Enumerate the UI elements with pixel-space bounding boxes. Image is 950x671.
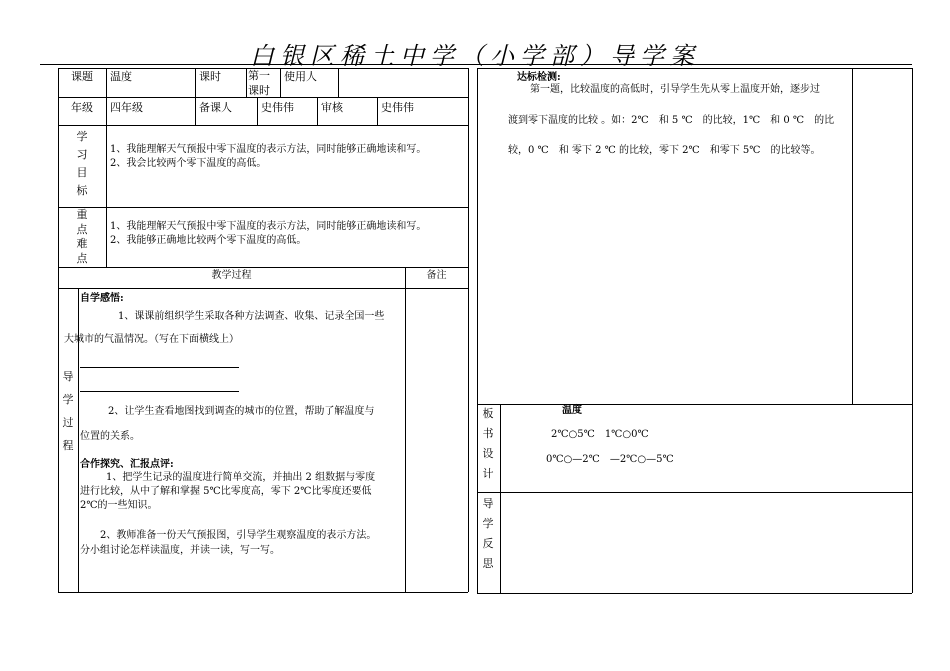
- preparer-label: 备课人: [199, 101, 232, 114]
- coop-text: 进行比较，从中了解和掌握 5℃比零度高，零下 2℃比零度还要低: [80, 486, 372, 497]
- board-label: 板书设计: [482, 407, 494, 480]
- left-table-border: [280, 68, 281, 97]
- right-table-border: [500, 404, 501, 593]
- left-table-border: [106, 68, 107, 267]
- board-heading: 温度: [562, 405, 582, 416]
- reviewer-value: 史伟伟: [381, 101, 414, 114]
- right-table-border: [477, 68, 478, 593]
- coop-text: 分小组讨论怎样读温度，并读一读，写一写。: [80, 545, 280, 556]
- process-side-label: 导学过程: [62, 370, 74, 452]
- preparer-value: 史伟伟: [261, 101, 294, 114]
- assessment-text: 较，0 ℃ 和 零下 2 ℃ 的比较，零下 2℃ 和零下 5℃ 的比较等。: [508, 145, 821, 156]
- left-table-border: [377, 97, 378, 125]
- coop-heading: 合作探究、汇报点评:: [80, 459, 174, 470]
- grade-label: 年级: [71, 101, 93, 114]
- goal-item: 2、我会比较两个零下温度的高低。: [110, 158, 267, 169]
- coop-text: 1、把学生记录的温度进行简单交流，并抽出 2 组数据与零度: [106, 472, 376, 483]
- right-table-border: [477, 68, 912, 69]
- period-label: 课时: [199, 70, 221, 83]
- answer-blank-line: [80, 367, 239, 368]
- left-table-border: [195, 68, 196, 125]
- left-table-border: [257, 97, 258, 125]
- left-table-border: [317, 97, 318, 125]
- topic-label: 课题: [71, 70, 93, 83]
- board-row: 2℃○5℃ 1℃○0℃: [551, 429, 649, 440]
- process-header: 教学过程: [211, 270, 252, 281]
- title-underline: [40, 64, 912, 65]
- goal-item: 1、我能理解天气预报中零下温度的表示方法，同时能够正确地读和写。: [110, 144, 427, 155]
- coop-text: 2、教师准备一份天气预报图，引导学生观察温度的表示方法。: [100, 530, 377, 541]
- self-study-heading: 自学感悟:: [80, 293, 124, 304]
- goals-label: 学习目标: [76, 130, 88, 197]
- coop-text: 2℃的一些知识。: [80, 500, 158, 511]
- right-table-border: [477, 593, 912, 594]
- self-study-text: 大城市的气温情况。（写在下面横线上）: [64, 334, 239, 345]
- user-label: 使用人: [284, 70, 317, 83]
- left-table-border: [246, 68, 247, 97]
- left-table-border: [58, 207, 468, 208]
- left-table-border: [405, 267, 406, 592]
- assessment-text: 第一题，比较温度的高低时，引导学生先从零上温度开始，逐步过: [530, 84, 820, 95]
- left-table-border: [58, 125, 468, 126]
- right-table-border: [477, 404, 912, 405]
- period-value: 第一课时: [248, 69, 270, 97]
- self-study-text: 2、让学生查看地图找到调查的城市的位置，帮助了解温度与: [108, 406, 375, 417]
- reflection-label: 导学反思: [482, 497, 494, 570]
- assessment-heading: 达标检测:: [517, 72, 561, 83]
- right-table-border: [477, 492, 912, 493]
- left-table-border: [338, 68, 339, 97]
- key-points-label: 重点难点: [76, 208, 88, 265]
- self-study-text: 位置的关系。: [80, 431, 140, 442]
- notes-header: 备注: [426, 270, 447, 281]
- left-table-border: [468, 68, 469, 592]
- reviewer-label: 审核: [321, 101, 343, 114]
- right-table-border: [852, 68, 853, 404]
- grade-value: 四年级: [110, 101, 143, 114]
- board-row: 0℃○—2℃ —2℃○—5℃: [546, 454, 674, 465]
- left-table-border: [58, 592, 468, 593]
- left-table-border: [58, 288, 468, 289]
- self-study-text: 1、课课前组织学生采取各种方法调查、收集、记录全国一些: [118, 311, 385, 322]
- right-table-border: [912, 68, 913, 593]
- key-point-item: 1、我能理解天气预报中零下温度的表示方法，同时能够正确地读和写。: [110, 221, 427, 232]
- topic-value: 温度: [110, 70, 132, 83]
- left-table-border: [58, 68, 59, 592]
- left-table-border: [58, 267, 468, 268]
- key-point-item: 2、我能够正确地比较两个零下温度的高低。: [110, 235, 307, 246]
- assessment-text: 渡到零下温度的比较 。如：2℃ 和 5 ℃ 的比较，1℃ 和 0 ℃ 的比: [508, 115, 835, 126]
- page-title: 白银区稀土中学（小学部）导学案: [250, 42, 700, 70]
- answer-blank-line: [80, 391, 239, 392]
